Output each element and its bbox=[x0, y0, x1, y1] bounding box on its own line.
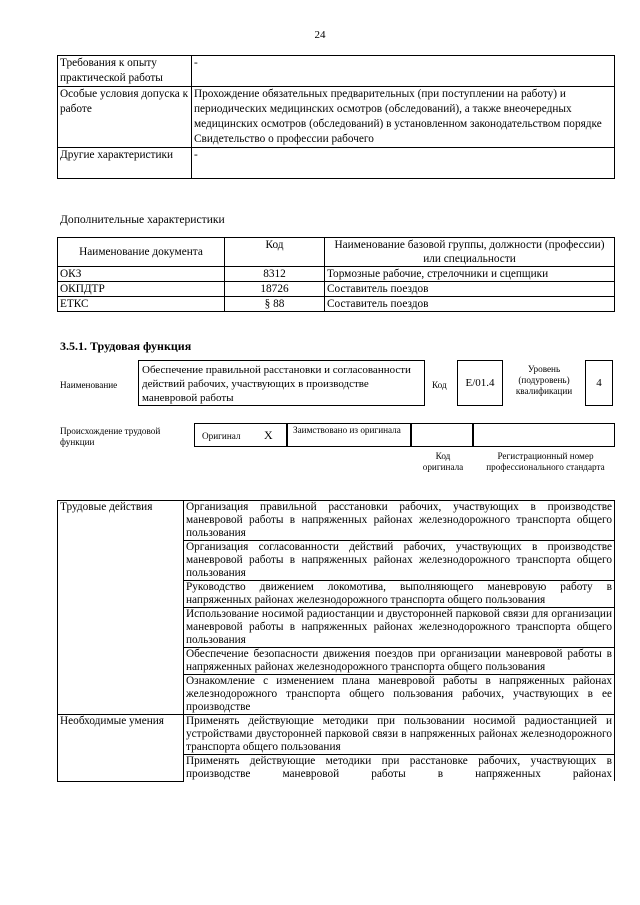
additional-characteristics-title: Дополнительные характеристики bbox=[60, 213, 225, 226]
row-value: - bbox=[192, 148, 615, 179]
table-cell: ОКЗ bbox=[58, 267, 225, 282]
row-value bbox=[192, 87, 615, 148]
borrowed-box bbox=[287, 423, 411, 447]
code-label: Код bbox=[432, 380, 447, 390]
row-label: Особые условия допуска к работе bbox=[58, 87, 192, 148]
skill-item: Применять действующие методики при расстановке рабочих, участвующих в производстве маневровой работы в напряженных районах bbox=[184, 755, 615, 782]
row-value: - bbox=[192, 56, 615, 87]
page-number: 24 bbox=[314, 29, 326, 41]
table-row bbox=[58, 501, 615, 541]
origin-label: Происхождение трудовой функции bbox=[60, 426, 161, 447]
borrowed-label: Заимствовано из оригинала bbox=[293, 425, 401, 435]
level-label: Уровень (подуровень) квалификации bbox=[515, 364, 573, 396]
row-value-text: Прохождение обязательных предварительных (при поступлении на работу) и периодических медицинских осмотров (обследований), а также внеочередных медицинских осмотров (обследований) в установленном законодательством порядке bbox=[194, 88, 602, 130]
code-original-label: Код оригинала bbox=[422, 451, 464, 472]
labor-action: Обеспечение безопасности движения поездов при организации маневровой работы в напряженных районах железнодорожного транспорта общего пользования bbox=[184, 648, 615, 675]
labor-action: Организация правильной расстановки рабочих, участвующих в производстве маневровой работы в напряженных районах железнодорожного транспорта общего пользования bbox=[184, 501, 615, 541]
characteristics-table bbox=[57, 237, 615, 312]
function-heading: 3.5.1. Трудовая функция bbox=[60, 339, 192, 353]
row-label: Требования к опыту практической работы bbox=[58, 56, 192, 87]
function-name-box: Обеспечение правильной расстановки и согласованности действий рабочих, участвующих в производстве маневровой работы bbox=[138, 360, 425, 406]
table-header-row bbox=[58, 238, 615, 267]
table-row bbox=[58, 87, 615, 148]
labor-action: Руководство движением локомотива, выполняющего маневровую работу в напряженных районах железнодорожного транспорта общего пользования bbox=[184, 581, 615, 608]
row-label: Другие характеристики bbox=[58, 148, 192, 179]
qualification-requirements-table bbox=[57, 55, 615, 179]
table-cell: 18726 bbox=[225, 282, 325, 297]
table-row bbox=[58, 282, 615, 297]
original-label: Оригинал bbox=[202, 431, 241, 441]
reg-number-label: Регистрационный номер профессионального стандарта bbox=[486, 451, 605, 472]
original-mark: X bbox=[264, 428, 273, 442]
column-header: Код bbox=[225, 238, 325, 267]
level-value-box: 4 bbox=[585, 360, 613, 406]
table-cell: ЕТКС bbox=[58, 297, 225, 312]
labor-actions-table bbox=[57, 500, 615, 782]
name-label: Наименование bbox=[60, 380, 118, 390]
function-code-box: Е/01.4 bbox=[457, 360, 503, 406]
labor-action: Организация согласованности действий рабочих, участвующих в производстве маневровой работы в напряженных районах железнодорожного транспорта общего пользования bbox=[184, 541, 615, 581]
labor-action: Ознакомление с изменением плана маневровой работы в напряженных районах железнодорожного транспорта общего пользования рабочих, участвующих в ее производстве bbox=[184, 675, 615, 715]
labor-action: Использование носимой радиостанции и двусторонней парковой связи для организации маневровой работы в напряженных районах железнодорожного транспорта общего пользования bbox=[184, 608, 615, 648]
column-header: Наименование документа bbox=[58, 238, 225, 267]
table-cell: ОКПДТР bbox=[58, 282, 225, 297]
column-header: Наименование базовой группы, должности (профессии) или специальности bbox=[325, 238, 615, 267]
skill-item: Применять действующие методики при пользовании носимой радиостанцией и устройствами двусторонней парковой связи в напряженных районах железнодорожного транспорта общего пользования bbox=[184, 715, 615, 755]
original-box bbox=[194, 423, 287, 447]
table-row bbox=[58, 56, 615, 87]
table-row bbox=[58, 148, 615, 179]
table-cell: 8312 bbox=[225, 267, 325, 282]
table-cell: Составитель поездов bbox=[325, 282, 615, 297]
skills-label: Необходимые умения bbox=[58, 715, 184, 782]
actions-label: Трудовые действия bbox=[58, 501, 184, 715]
original-code-box bbox=[411, 423, 473, 447]
table-cell: Составитель поездов bbox=[325, 297, 615, 312]
reg-number-box bbox=[473, 423, 615, 447]
table-row bbox=[58, 715, 615, 755]
table-row bbox=[58, 267, 615, 282]
table-cell: § 88 bbox=[225, 297, 325, 312]
table-cell: Тормозные рабочие, стрелочники и сцепщики bbox=[325, 267, 615, 282]
row-value-text-2: Свидетельство о профессии рабочего bbox=[194, 133, 374, 145]
table-row bbox=[58, 297, 615, 312]
